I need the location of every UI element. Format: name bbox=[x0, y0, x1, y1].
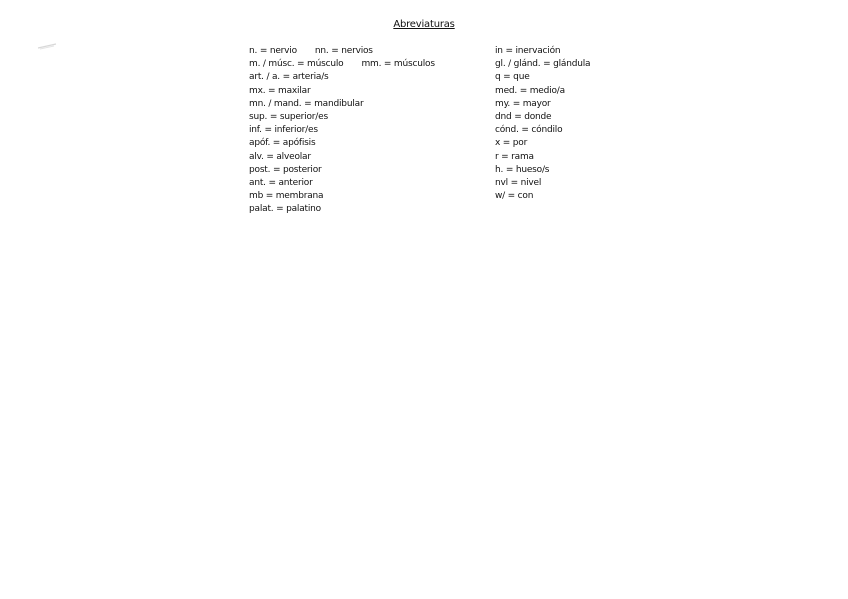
abbreviation-line bbox=[249, 203, 435, 216]
abbreviation-line bbox=[249, 190, 435, 203]
abbreviation-entry: n. = nervio bbox=[249, 46, 297, 56]
abbreviation-entry: cónd. = cóndilo bbox=[495, 125, 563, 136]
abbreviation-entry: r = rama bbox=[495, 151, 534, 162]
abbreviation-line bbox=[249, 177, 435, 190]
abbreviation-line bbox=[495, 190, 590, 203]
abbreviation-line bbox=[249, 151, 435, 164]
abbreviation-line bbox=[249, 71, 435, 84]
abbreviation-entry: mb = membrana bbox=[249, 191, 324, 202]
abbreviation-line bbox=[249, 58, 435, 71]
abbreviation-line bbox=[495, 71, 590, 84]
abbreviation-line bbox=[495, 111, 590, 124]
abbreviation-line bbox=[495, 58, 590, 71]
abbreviation-entry: x = por bbox=[495, 138, 528, 149]
abbreviation-line bbox=[495, 151, 590, 164]
abbreviation-line bbox=[249, 164, 435, 177]
page-title: Abreviaturas bbox=[393, 19, 455, 30]
abbreviation-line bbox=[495, 177, 590, 190]
abbreviation-line bbox=[495, 164, 590, 177]
abbreviation-line bbox=[495, 98, 590, 111]
abbreviation-entry: inf. = inferior/es bbox=[249, 125, 318, 136]
abbreviation-entry: mx. = maxilar bbox=[249, 85, 311, 96]
abbreviation-entry: palat. = palatino bbox=[249, 204, 321, 215]
abbreviation-entry: w/ = con bbox=[495, 191, 534, 202]
abbreviation-line bbox=[495, 137, 590, 150]
abbreviation-entry: ant. = anterior bbox=[249, 177, 313, 188]
abbreviation-entry: mn. / mand. = mandibular bbox=[249, 98, 364, 109]
abbreviation-list-left bbox=[249, 45, 435, 216]
abbreviation-line bbox=[249, 98, 435, 111]
abbreviation-entry: apóf. = apófisis bbox=[249, 138, 316, 149]
abbreviation-entry: h. = hueso/s bbox=[495, 164, 550, 175]
abbreviation-entry: gl. / glánd. = glándula bbox=[495, 59, 591, 70]
abbreviation-line bbox=[249, 137, 435, 150]
abbreviation-entry: m. / músc. = músculo bbox=[249, 59, 344, 70]
abbreviation-entry: alv. = alveolar bbox=[249, 151, 311, 162]
abbreviation-entry: dnd = donde bbox=[495, 111, 552, 122]
abbreviation-entry: mm. = músculos bbox=[361, 59, 435, 70]
abbreviation-line bbox=[495, 124, 590, 137]
abbreviation-line bbox=[249, 85, 435, 98]
abbreviation-line bbox=[495, 45, 590, 58]
abbreviation-list-right bbox=[495, 45, 590, 203]
abbreviation-entry: med. = medio/a bbox=[495, 85, 565, 96]
abbreviation-entry: nvl = nivel bbox=[495, 177, 542, 188]
pen-stroke-mark bbox=[36, 42, 58, 50]
abbreviation-line bbox=[249, 111, 435, 124]
abbreviation-entry: in = inervación bbox=[495, 46, 561, 56]
abbreviation-line bbox=[249, 45, 435, 58]
abbreviation-entry: post. = posterior bbox=[249, 164, 322, 175]
abbreviation-line bbox=[249, 124, 435, 137]
abbreviation-line bbox=[495, 85, 590, 98]
abbreviation-entry: nn. = nervios bbox=[314, 46, 373, 56]
abbreviation-entry: art. / a. = arteria/s bbox=[249, 72, 329, 83]
abbreviation-entry: q = que bbox=[495, 72, 530, 83]
abbreviation-entry: my. = mayor bbox=[495, 98, 551, 109]
abbreviation-entry: sup. = superior/es bbox=[249, 111, 328, 122]
